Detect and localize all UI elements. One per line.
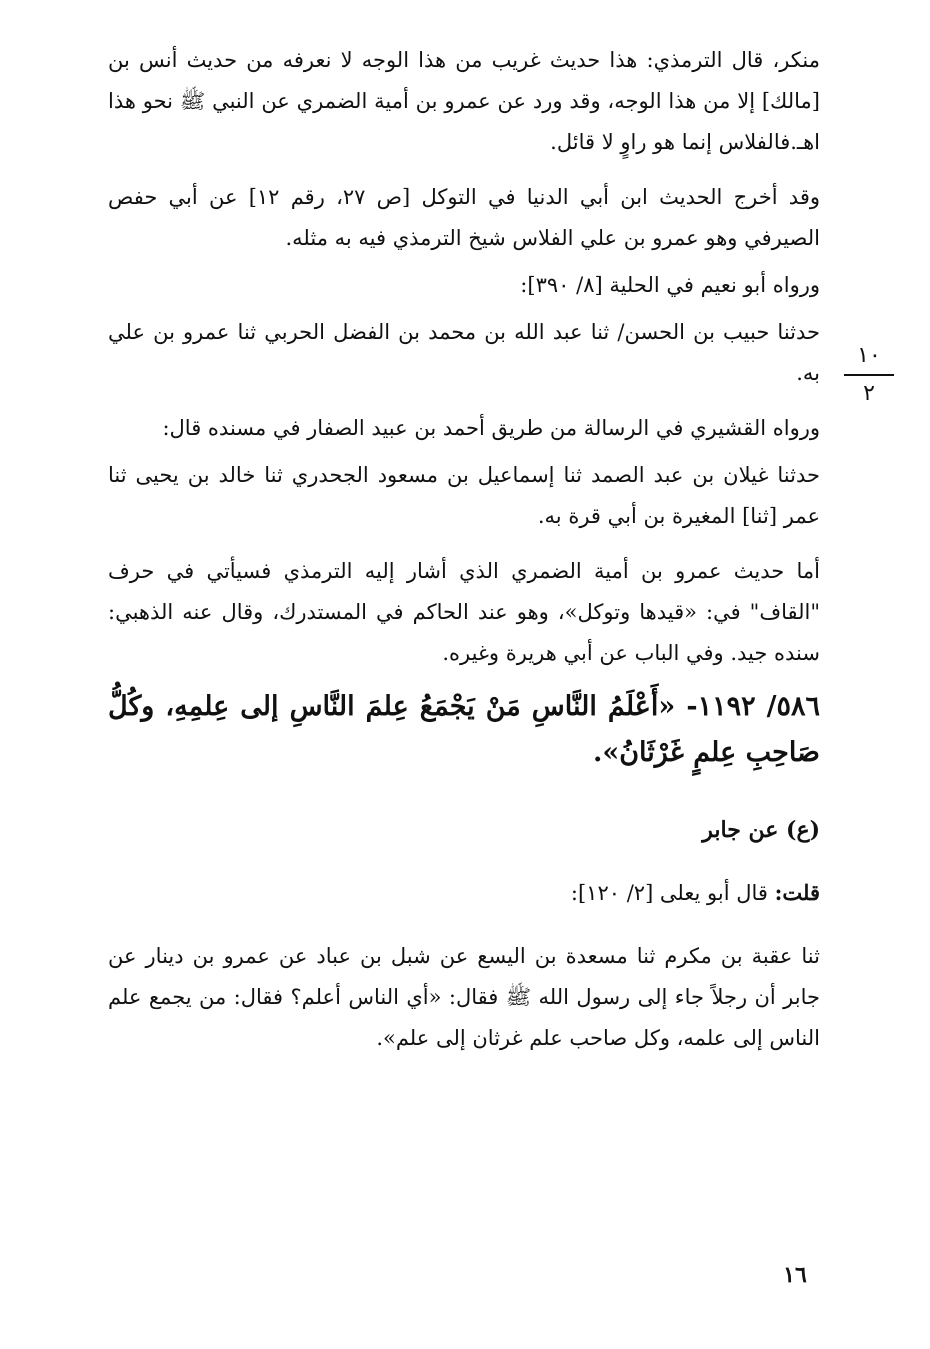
qultu-text: قال أبو يعلى [٢/ ١٢٠]: xyxy=(570,881,768,905)
marginal-divider xyxy=(844,374,894,376)
paragraph-habib-chain: حدثنا حبيب بن الحسن/ ثنا عبد الله بن محمد بن الفضل الحربي ثنا عمرو بن علي به. xyxy=(108,320,820,385)
main-text-column xyxy=(108,40,820,1059)
paragraph-amr-ibn-umayya: أما حديث عمرو بن أمية الضمري الذي أشار إليه الترمذي فسيأتي في حرف "القاف" في: «قيدها وتوكل»، وهو عند الحاكم في المستدرك، وقال عنه الذهبي: سنده جيد. وفي الباب عن أبي هريرة وغيره. xyxy=(108,559,820,665)
marginal-folio-bottom: ٢ xyxy=(863,381,875,406)
hadith-entry xyxy=(108,684,820,776)
marginal-folio-top: ١٠ xyxy=(857,343,881,368)
paragraph-uqba-chain: ثنا عقبة بن مكرم ثنا مسعدة بن اليسع عن شبل بن عباد عن عمرو بن دينار عن جابر أن رجلاً جاء إلى رسول الله ﷺ فقال: «أي الناس أعلم؟ فقال: من يجمع علم الناس إلى علمه، وكل صاحب علم غرثان إلى علم». xyxy=(108,944,820,1050)
paragraph-abu-nuaym: ورواه أبو نعيم في الحلية [٨/ ٣٩٠]: xyxy=(520,273,820,297)
hadith-source: (ع) عن جابر xyxy=(702,817,820,843)
qultu-label: قلت: xyxy=(774,880,820,905)
page-number: ١٦ xyxy=(783,1262,807,1288)
paragraph-ibn-abi-dunya: وقد أخرج الحديث ابن أبي الدنيا في التوكل [ص ٢٧، رقم ١٢] عن أبي حفص الصيرفي وهو عمرو بن علي الفلاس شيخ الترمذي فيه به مثله. xyxy=(108,185,820,250)
qultu-line xyxy=(108,872,820,914)
paragraph-qushayri: ورواه القشيري في الرسالة من طريق أحمد بن عبيد الصفار في مسنده قال: xyxy=(162,416,820,440)
marginal-folio-note xyxy=(838,342,900,408)
hadith-text: «أَعْلَمُ النَّاسِ مَنْ يَجْمَعُ عِلمَ النَّاسِ إلى عِلمِهِ، وكُلُّ صَاحِبِ عِلمٍ غَرْثَانُ». xyxy=(108,691,820,768)
paragraph-ghaylan-chain: حدثنا غيلان بن عبد الصمد ثنا إسماعيل بن مسعود الجحدري ثنا خالد بن يحيى ثنا عمر [ثنا] المغيرة بن أبي قرة به. xyxy=(108,463,820,528)
hadith-number: ٥٨٦/ ١١٩٢- xyxy=(686,691,821,722)
paragraph-tirmidhi-note: منكر، قال الترمذي: هذا حديث غريب من هذا الوجه لا نعرفه من حديث أنس بن [مالك] إلا من هذا الوجه، وقد ورد عن عمرو بن أمية الضمري عن النبي ﷺ نحو هذا اهـ.فالفلاس إنما هو راوٍ لا قائل. xyxy=(108,48,820,154)
